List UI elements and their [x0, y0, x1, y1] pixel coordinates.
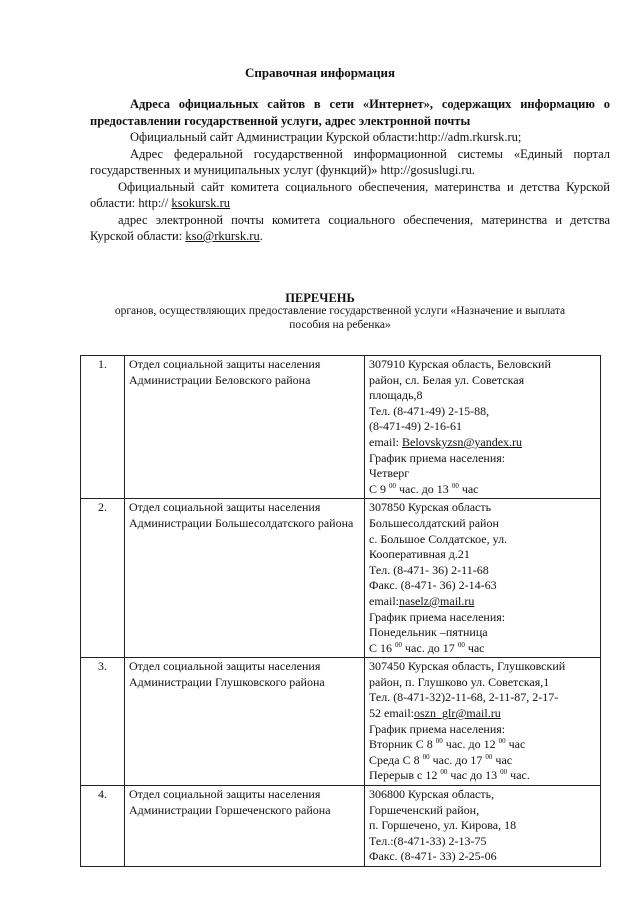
- schedule-from-minutes: 00: [389, 481, 397, 490]
- address-line: 307850 Курская область: [369, 500, 492, 515]
- schedule-hours: [369, 753, 596, 769]
- list-title: ПЕРЕЧЕНЬ: [285, 291, 355, 305]
- schedule-from-minutes: 00: [395, 640, 403, 649]
- address-line: район, сл. Белая ул. Советская: [369, 372, 525, 387]
- row-number: 4.: [81, 786, 125, 867]
- schedule-from-minutes: 00: [422, 752, 430, 761]
- email-line: [369, 594, 596, 610]
- address-line: 306800 Курская область,: [369, 787, 495, 802]
- schedule-hours: [369, 482, 596, 498]
- address-line: Кооперативная д.21: [369, 547, 470, 562]
- row-number: 2.: [81, 499, 125, 658]
- schedule-break: [369, 768, 596, 784]
- schedule-from: Вторник С 8: [369, 737, 436, 752]
- schedule-hours: [369, 737, 596, 753]
- email-line: [369, 706, 596, 722]
- schedule-from: С 16: [369, 640, 396, 655]
- intro-committee-site: [90, 179, 610, 212]
- intro-committee-site-text: Официальный сайт комитета социального обеспечения, материнства и детства Курской области: http://: [90, 179, 610, 210]
- address-line: Горшеченский район,: [369, 802, 480, 817]
- email-link[interactable]: naselz@mail.ru: [399, 593, 475, 608]
- schedule-to: час. до 12: [442, 737, 499, 752]
- phone-line: (8-471-49) 2-16-61: [369, 419, 462, 434]
- page-title: Справочная информация: [244, 65, 396, 80]
- schedule-label: График приема населения:: [369, 450, 506, 465]
- schedule-from: С 9: [369, 481, 390, 496]
- fax-line: Факс. (8-471- 36) 2-14-63: [369, 578, 497, 593]
- committee-site-link[interactable]: ksokursk.ru: [171, 196, 231, 210]
- table-row: [81, 356, 601, 499]
- schedule-hours: [369, 641, 596, 657]
- schedule-unit: час: [492, 752, 513, 767]
- intro-heading: Адреса официальных сайтов в сети «Интернет», содержащих информацию о предоставлении государственной услуги, адрес электронной почты: [90, 97, 610, 128]
- address-line: п. Горшечено, ул. Кирова, 18: [369, 818, 517, 833]
- email-line: [369, 435, 596, 451]
- address-line: 307450 Курская область, Глушковский: [369, 659, 566, 674]
- intro-admin-site: Официальный сайт Администрации Курской области:http://adm.rkursk.ru;: [130, 130, 522, 144]
- schedule-unit: час: [458, 481, 479, 496]
- schedule-unit: час: [464, 640, 485, 655]
- schedule-to-minutes: 00: [485, 752, 493, 761]
- phone-line: Тел. (8-471- 36) 2-11-68: [369, 562, 489, 577]
- org-contacts: [365, 356, 601, 499]
- list-subtitle: органов, осуществляющих предоставление государственной услуги «Назначение и выплата пособия на ребенка»: [114, 305, 566, 332]
- address-line: с. Большое Солдатское, ул.: [369, 531, 508, 546]
- schedule-from: Среда С 8: [369, 752, 423, 767]
- table-row: [81, 499, 601, 658]
- table-row: [81, 786, 601, 867]
- org-contacts: [365, 499, 601, 658]
- email-label: email:: [369, 593, 399, 608]
- email-label: 52 email:: [369, 706, 414, 721]
- schedule-to-minutes: 00: [457, 640, 465, 649]
- schedule-to-minutes: 00: [498, 737, 506, 746]
- intro-committee-email: [90, 212, 610, 245]
- org-contacts: [365, 786, 601, 867]
- schedule-to: час. до 13: [396, 481, 452, 496]
- schedule-label: График приема населения:: [369, 721, 506, 736]
- committee-email-link[interactable]: kso@rkursk.ru: [185, 229, 260, 243]
- intro-committee-email-text: адрес электронной почты комитета социального обеспечения, материнства и детства Курской области:: [90, 212, 610, 243]
- schedule-unit: час: [505, 737, 526, 752]
- row-number: 1.: [81, 356, 125, 499]
- schedule-from-minutes: 00: [435, 737, 443, 746]
- org-name: Отдел социальной защиты населения Администрации Глушковского района: [125, 658, 365, 786]
- intro-portal-site: Адрес федеральной государственной информационной системы «Единый портал государственных и муниципальных услуг (функций)» http://gosuslugi.ru.: [90, 146, 610, 177]
- address-line: район, п. Глушково ул. Советская,1: [369, 674, 550, 689]
- schedule-to: час. до 17: [429, 752, 486, 767]
- schedule-day: Понедельник –пятница: [369, 625, 488, 640]
- org-contacts: [365, 658, 601, 786]
- address-line: 307910 Курская область, Беловский: [369, 357, 551, 371]
- phone-line: Тел. (8-471-32)2-11-68, 2-11-87, 2-17-: [369, 690, 559, 705]
- address-line: площадь,8: [369, 388, 423, 403]
- schedule-day: Четверг: [369, 466, 410, 481]
- email-link[interactable]: Belovskyzsn@yandex.ru: [402, 434, 523, 449]
- schedule-to-minutes: 00: [500, 768, 508, 777]
- email-link[interactable]: oszn_glr@mail.ru: [414, 706, 501, 721]
- organizations-table: [80, 355, 601, 867]
- schedule-from-minutes: 00: [440, 768, 448, 777]
- schedule-to: час. до 17: [402, 640, 458, 655]
- intro-committee-email-end: .: [259, 229, 263, 243]
- schedule-unit: час.: [507, 768, 530, 783]
- email-label: email:: [369, 434, 402, 449]
- address-line: Большесолдатский район: [369, 515, 499, 530]
- intro-section: [90, 96, 610, 245]
- org-name: Отдел социальной защиты населения Администрации Беловского района: [125, 356, 365, 499]
- schedule-to: час до 13: [447, 768, 501, 783]
- table-row: [81, 658, 601, 786]
- row-number: 3.: [81, 658, 125, 786]
- org-name: Отдел социальной защиты населения Администрации Большесолдатского района: [125, 499, 365, 658]
- schedule-from: Перерыв с 12: [369, 768, 441, 783]
- phone-line: Тел.:(8-471-33) 2-13-75: [369, 833, 487, 848]
- phone-line: Тел. (8-471-49) 2-15-88,: [369, 403, 490, 418]
- org-name: Отдел социальной защиты населения Администрации Горшеченского района: [125, 786, 365, 867]
- fax-line: Факс. (8-471- 33) 2-25-06: [369, 849, 497, 864]
- schedule-to-minutes: 00: [451, 481, 459, 490]
- schedule-label: График приема населения:: [369, 609, 506, 624]
